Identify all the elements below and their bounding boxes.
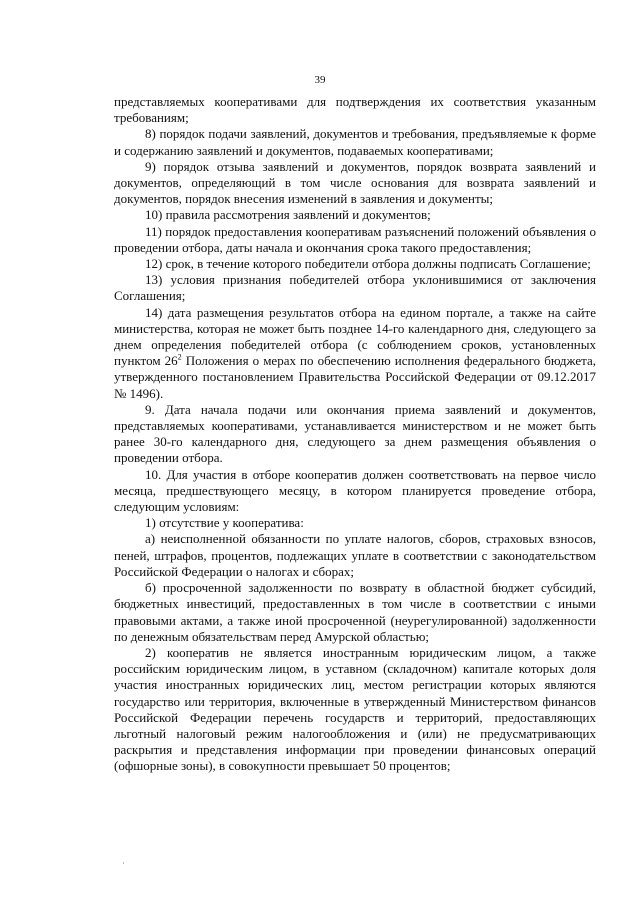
scan-speck: [123, 862, 124, 864]
paragraph-item-13: 13) условия признания победителей отбора уклонившимися от заключения Соглашения;: [114, 272, 596, 304]
paragraph-item-8: 8) порядок подачи заявлений, документов и требования, предъявляемые к форме и содержанию заявлений и документов, подаваемых кооперативами;: [114, 126, 596, 158]
condition-2: 2) кооператив не является иностранным юридическим лицом, а также российским юридическим лицом, в уставном (складочном) капитале которых доля участия иностранных юридических лиц, местом регистрации которых являются государство или территория, включенные в утвержденный Министерством финансов Российской Федерации перечень государств и территорий, предоставляющих льготный налоговый режим налогообложения и (или) не предусматривающих раскрытия и представления информации при проведении финансовых операций (офшорные зоны), в совокупности превышает 50 процентов;: [114, 644, 596, 774]
condition-1: 1) отсутствие у кооператива:: [145, 515, 304, 531]
paragraph-item-14: [114, 305, 596, 402]
document-body: [114, 94, 596, 775]
paragraph-item-12: 12) срок, в течение которого победители отбора должны подписать Соглашение;: [145, 256, 591, 272]
footnote-superscript: 2: [177, 352, 182, 362]
paragraph-item-9: 9) порядок отзыва заявлений и документов, порядок возврата заявлений и документов, определяющий в том числе основания для возврата заявлений и документов, порядок внесения изменений в заявления и документы;: [114, 158, 596, 207]
paragraph-item-14-before: 14) дата размещения результатов отбора на едином портале, а также на сайте министерства, которая не может быть позднее 14-го календарного дня, следующего за днем определения победителей отбора (с соблюдением сроков, установленных пунктом 26: [114, 304, 596, 369]
clause-10: 10. Для участия в отборе кооператив должен соответствовать на первое число месяца, предшествующего месяцу, в котором планируется проведение отбора, следующим условиям:: [114, 466, 596, 515]
paragraph-continuation: представляемых кооперативами для подтверждения их соответствия указанным требованиям;: [114, 94, 596, 126]
condition-1-a: а) неисполненной обязанности по уплате налогов, сборов, страховых взносов, пеней, штрафов, процентов, подлежащих уплате в соответствии с законодательством Российской Федерации о налогах и сборах;: [114, 531, 596, 579]
paragraph-item-10: 10) правила рассмотрения заявлений и документов;: [145, 207, 431, 223]
clause-9: 9. Дата начала подачи или окончания приема заявлений и документов, представляемых кооперативами, устанавливается министерством и не может быть ранее 30-го календарного дня, следующего за днем размещения объявления о проведении отбора.: [114, 401, 596, 466]
paragraph-item-14-after: Положения о мерах по обеспечению исполнения федерального бюджета, утвержденного постановлением Правительства Российской Федерации от 09.12.2017 № 1496).: [114, 353, 596, 401]
paragraph-item-11: 11) порядок предоставления кооперативам разъяснений положений объявления о проведении отбора, даты начала и окончания срока такого предоставления;: [114, 223, 596, 255]
page-number: 39: [314, 74, 326, 86]
condition-1-b: б) просроченной задолженности по возврату в областной бюджет субсидий, бюджетных инвестиций, предоставленных в том числе в соответствии с иными правовыми актами, а также иной просроченной (неурегулированной) задолженности по денежным обязательствам перед Амурской областью;: [114, 580, 596, 644]
